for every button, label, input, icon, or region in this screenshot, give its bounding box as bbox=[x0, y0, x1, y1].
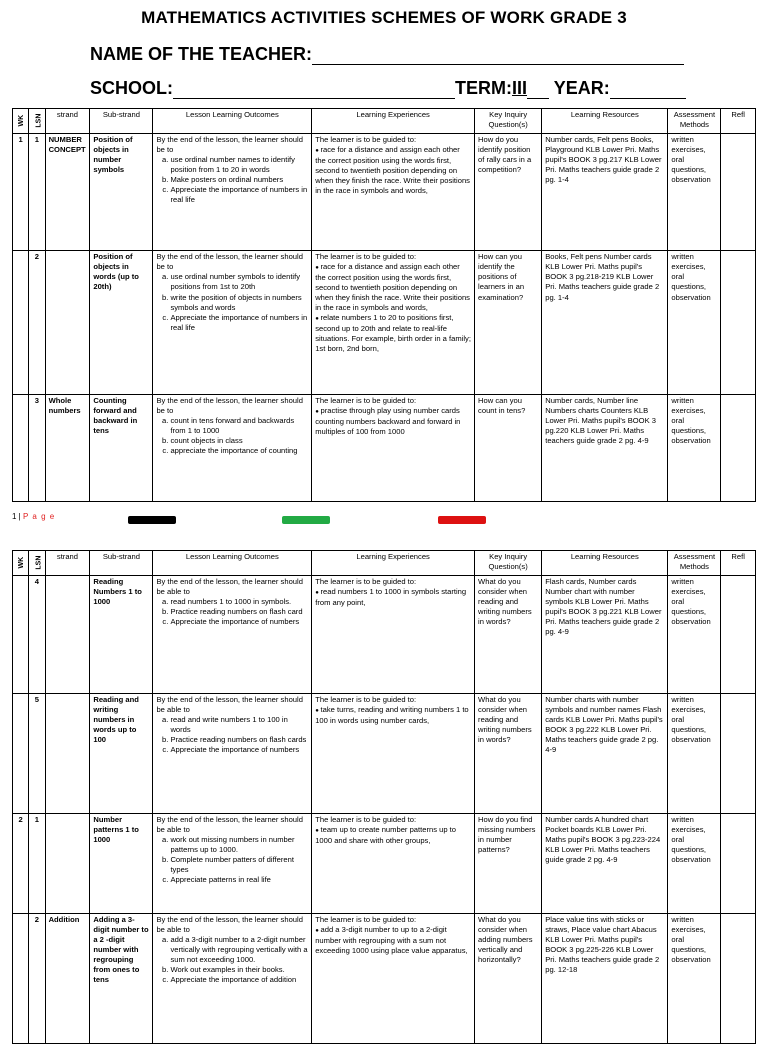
footer-number: 1 | bbox=[12, 512, 21, 521]
reflection-cell bbox=[721, 134, 756, 251]
column-header bbox=[668, 109, 721, 134]
outcome-item: b. write the position of objects in numbers symbols and words bbox=[170, 293, 308, 313]
outcomes-intro: By the end of the lesson, the learner should be to bbox=[156, 135, 303, 155]
week-cell bbox=[13, 694, 29, 814]
outcomes-list bbox=[156, 715, 308, 755]
inquiry-question-cell: How can you count in tens? bbox=[475, 394, 542, 501]
experiences-cell bbox=[312, 914, 475, 1044]
week-cell bbox=[13, 251, 29, 394]
substrand-cell: Reading Numbers 1 to 1000 bbox=[90, 576, 153, 694]
outcomes-intro: By the end of the lesson, the learner should be able to bbox=[156, 577, 303, 597]
outcome-item: a. work out missing numbers in number patterns up to 1000. bbox=[170, 835, 308, 855]
outcome-item: a. add a 3-digit number to a 2-digit number vertically with regrouping vertically with a sum not exceeding 1000. bbox=[170, 935, 308, 965]
inquiry-question-cell: How do you find missing numbers in number patterns? bbox=[475, 814, 542, 914]
column-header bbox=[721, 109, 756, 134]
strand-cell: Whole numbers bbox=[45, 394, 90, 501]
column-header bbox=[475, 551, 542, 576]
lesson-cell: 1 bbox=[29, 814, 45, 914]
table-row bbox=[13, 251, 756, 394]
page-footer bbox=[12, 512, 55, 521]
term-value: III bbox=[512, 78, 528, 98]
outcome-item: a. read and write numbers 1 to 100 in words bbox=[170, 715, 308, 735]
school-label: SCHOOL: bbox=[90, 78, 173, 98]
column-header-text: Assessment Methods bbox=[673, 552, 716, 572]
column-header-text: Learning Resources bbox=[570, 552, 639, 561]
outcomes-cell bbox=[153, 394, 312, 501]
column-header-text: Learning Experiences bbox=[356, 110, 430, 119]
column-header bbox=[153, 551, 312, 576]
resources-cell: Number charts with number symbols and number names Flash cards KLB Lower Pri. Maths pupil's BOOK 3 pg.222 KLB Lower Pri. Maths teachers guide grade 2 pg. 4-9 bbox=[542, 694, 668, 814]
column-header bbox=[312, 551, 475, 576]
lesson-cell: 2 bbox=[29, 914, 45, 1044]
week-cell bbox=[13, 914, 29, 1044]
column-header bbox=[475, 109, 542, 134]
column-header-text: WK bbox=[18, 114, 26, 127]
experiences-list bbox=[315, 406, 471, 437]
column-header bbox=[542, 551, 668, 576]
page-title: MATHEMATICS ACTIVITIES SCHEMES OF WORK GRADE 3 bbox=[141, 8, 627, 27]
column-header-text: Key Inquiry Question(s) bbox=[488, 552, 528, 572]
column-header-text: LSN bbox=[35, 113, 43, 128]
outcomes-intro: By the end of the lesson, the learner should be able to bbox=[156, 915, 303, 935]
lesson-cell: 3 bbox=[29, 394, 45, 501]
outcome-item: c. Appreciate the importance of numbers in real life bbox=[170, 313, 308, 333]
outcome-item: b. Practice reading numbers on flash card bbox=[170, 607, 308, 617]
outcomes-cell bbox=[153, 814, 312, 914]
strand-cell bbox=[45, 576, 90, 694]
assessment-cell: written exercises, oral questions, observation bbox=[668, 251, 721, 394]
outcomes-cell bbox=[153, 134, 312, 251]
year-blank bbox=[610, 82, 686, 99]
column-header-text: Lesson Learning Outcomes bbox=[185, 110, 279, 119]
column-header-text: Refl bbox=[731, 552, 745, 561]
experiences-cell bbox=[312, 814, 475, 914]
substrand-cell: Position of objects in number symbols bbox=[90, 134, 153, 251]
lesson-cell: 1 bbox=[29, 134, 45, 251]
outcomes-intro: By the end of the lesson, the learner should be able to bbox=[156, 815, 303, 835]
experience-item: ● team up to create number patterns up to 1000 and share with other groups, bbox=[315, 825, 471, 846]
column-header-text: Sub-strand bbox=[102, 552, 140, 561]
strand-cell bbox=[45, 694, 90, 814]
reflection-cell bbox=[721, 914, 756, 1044]
week-cell bbox=[13, 394, 29, 501]
teacher-label: NAME OF THE TEACHER: bbox=[90, 44, 312, 64]
column-header bbox=[45, 551, 90, 576]
substrand-cell: Reading and writing numbers in words up to 100 bbox=[90, 694, 153, 814]
experiences-intro: The learner is to be guided to: bbox=[315, 695, 417, 704]
column-header-text: LSN bbox=[35, 555, 43, 570]
experience-item: ● take turns, reading and writing numbers 1 to 100 in words using number cards, bbox=[315, 705, 471, 726]
strand-cell: NUMBER CONCEPT bbox=[45, 134, 90, 251]
outcome-item: c. Appreciate the importance of numbers bbox=[170, 617, 308, 627]
substrand-cell: Number patterns 1 to 1000 bbox=[90, 814, 153, 914]
red-bar bbox=[438, 516, 486, 524]
table-row bbox=[13, 576, 756, 694]
lesson-cell: 5 bbox=[29, 694, 45, 814]
footer-page: P a g e bbox=[22, 512, 56, 521]
outcomes-cell bbox=[153, 694, 312, 814]
column-header-text: Learning Experiences bbox=[356, 552, 430, 561]
scheme-table-1 bbox=[12, 108, 756, 502]
table-row bbox=[13, 694, 756, 814]
outcome-item: b. Make posters on ordinal numbers bbox=[170, 175, 308, 185]
experiences-list bbox=[315, 587, 471, 608]
experiences-cell bbox=[312, 694, 475, 814]
outcome-item: b. count objects in class bbox=[170, 436, 308, 446]
substrand-cell: Position of objects in words (up to 20th) bbox=[90, 251, 153, 394]
experiences-intro: The learner is to be guided to: bbox=[315, 135, 417, 145]
column-header bbox=[45, 109, 90, 134]
experiences-intro: The learner is to be guided to: bbox=[315, 252, 417, 262]
reflection-cell bbox=[721, 694, 756, 814]
table-row bbox=[13, 814, 756, 914]
outcome-item: a. use ordinal number names to identify position from 1 to 20 in words bbox=[170, 155, 308, 175]
experiences-intro: The learner is to be guided to: bbox=[315, 915, 417, 924]
assessment-cell: written exercises, oral questions, observation bbox=[668, 914, 721, 1044]
column-header bbox=[90, 551, 153, 576]
outcomes-list bbox=[156, 155, 308, 205]
experiences-list bbox=[315, 705, 471, 726]
inquiry-question-cell: What do you consider when adding numbers vertically and horizontally? bbox=[475, 914, 542, 1044]
outcome-item: c. Appreciate the importance of numbers in real life bbox=[170, 185, 308, 205]
column-header-text: Sub-strand bbox=[102, 110, 140, 119]
column-header bbox=[153, 109, 312, 134]
column-header-text: WK bbox=[18, 556, 26, 569]
experiences-list bbox=[315, 925, 471, 956]
green-bar bbox=[282, 516, 330, 524]
column-header-text: Key Inquiry Question(s) bbox=[488, 110, 528, 130]
column-header bbox=[13, 109, 29, 134]
column-header-text: strand bbox=[56, 552, 78, 561]
resources-cell: Flash cards, Number cards Number chart with number symbols KLB Lower Pri. Maths pupil's BOOK 3 pg.221 KLB Lower Pri. Maths teachers guide grade 2 pg. 4-9 bbox=[542, 576, 668, 694]
strand-cell bbox=[45, 814, 90, 914]
inquiry-question-cell: How can you identify the positions of learners in an examination? bbox=[475, 251, 542, 394]
experiences-list bbox=[315, 262, 471, 354]
outcome-item: c. Appreciate the importance of numbers bbox=[170, 745, 308, 755]
experiences-list bbox=[315, 145, 471, 196]
column-header bbox=[29, 109, 45, 134]
outcomes-intro: By the end of the lesson, the learner should be to bbox=[156, 395, 303, 415]
column-header bbox=[13, 551, 29, 576]
substrand-cell: Counting forward and backward in tens bbox=[90, 394, 153, 501]
experience-item: ● relate numbers 1 to 20 to positions first, second up to 20th and relate to real-life situations. For example, birth order in a family; 1st born, 2nd born, bbox=[315, 313, 471, 354]
outcomes-intro: By the end of the lesson, the learner should be to bbox=[156, 252, 303, 272]
outcomes-cell bbox=[153, 576, 312, 694]
column-header bbox=[90, 109, 153, 134]
school-line bbox=[90, 78, 768, 99]
reflection-cell bbox=[721, 251, 756, 394]
lesson-cell: 4 bbox=[29, 576, 45, 694]
outcome-item: a. use ordinal number symbols to identify positions from 1st to 20th bbox=[170, 272, 308, 292]
experiences-cell bbox=[312, 394, 475, 501]
assessment-cell: written exercises, oral questions, observation bbox=[668, 134, 721, 251]
outcomes-list bbox=[156, 597, 308, 627]
school-blank bbox=[173, 82, 455, 99]
outcomes-list bbox=[156, 835, 308, 885]
column-header bbox=[542, 109, 668, 134]
outcome-item: c. Appreciate the importance of addition bbox=[170, 975, 308, 985]
outcomes-list bbox=[156, 416, 308, 456]
column-header bbox=[312, 109, 475, 134]
lesson-cell: 2 bbox=[29, 251, 45, 394]
outcome-item: b. Practice reading numbers on flash cards bbox=[170, 735, 308, 745]
experiences-cell bbox=[312, 251, 475, 394]
outcomes-list bbox=[156, 935, 308, 985]
strand-cell bbox=[45, 251, 90, 394]
black-bar bbox=[128, 516, 176, 524]
header-row bbox=[13, 551, 756, 576]
table-row bbox=[13, 914, 756, 1044]
outcomes-cell bbox=[153, 251, 312, 394]
outcome-item: c. appreciate the importance of counting bbox=[170, 446, 308, 456]
column-header bbox=[668, 551, 721, 576]
year-label: YEAR: bbox=[553, 78, 610, 98]
outcomes-cell bbox=[153, 914, 312, 1044]
column-header-text: Refl bbox=[731, 110, 745, 119]
experiences-cell bbox=[312, 134, 475, 251]
experiences-cell bbox=[312, 576, 475, 694]
outcome-item: a. read numbers 1 to 1000 in symbols. bbox=[170, 597, 308, 607]
teacher-blank bbox=[312, 48, 684, 65]
column-header-text: Lesson Learning Outcomes bbox=[185, 552, 279, 561]
reflection-cell bbox=[721, 814, 756, 914]
reflection-cell bbox=[721, 576, 756, 694]
week-cell bbox=[13, 576, 29, 694]
inquiry-question-cell: How do you identify position of rally cars in a competition? bbox=[475, 134, 542, 251]
experience-item: ● add a 3-digit number to up to a 2-digit number with regrouping with a sum not exceeding 1000 using place value apparatus, bbox=[315, 925, 471, 956]
column-header-text: Assessment Methods bbox=[673, 110, 716, 130]
experiences-intro: The learner is to be guided to: bbox=[315, 395, 417, 405]
assessment-cell: written exercises, oral questions, observation bbox=[668, 576, 721, 694]
outcome-item: b. Complete number patters of different types bbox=[170, 855, 308, 875]
outcome-item: a. count in tens forward and backwards from 1 to 1000 bbox=[170, 416, 308, 436]
experience-item: ● race for a distance and assign each other the correct position using the words first, second to twentieth position depending on when they finish the race. Write their positions in the race in symbols and words, bbox=[315, 262, 471, 313]
column-header bbox=[721, 551, 756, 576]
outcome-item: b. Work out examples in their books. bbox=[170, 965, 308, 975]
column-header-text: Learning Resources bbox=[570, 110, 639, 119]
table-row bbox=[13, 134, 756, 251]
inquiry-question-cell: What do you consider when reading and writing numbers in words? bbox=[475, 576, 542, 694]
resources-cell: Number cards, Felt pens Books, Playground KLB Lower Pri. Maths pupil's BOOK 3 pg.217 KLB Lower Pri. Maths teachers guide grade 2 pg. 1-4 bbox=[542, 134, 668, 251]
experience-item: ● practise through play using number cards counting numbers backward and forward in multiples of 100 from 1000 bbox=[315, 406, 471, 437]
scheme-table-2 bbox=[12, 550, 756, 1044]
experience-item: ● read numbers 1 to 1000 in symbols starting from any point, bbox=[315, 587, 471, 608]
reflection-cell bbox=[721, 394, 756, 501]
column-header-text: strand bbox=[56, 110, 78, 119]
week-cell: 2 bbox=[13, 814, 29, 914]
assessment-cell: written exercises, oral questions, observation bbox=[668, 694, 721, 814]
outcome-item: c. Appreciate patterns in real life bbox=[170, 875, 308, 885]
header-row bbox=[13, 109, 756, 134]
strand-cell: Addition bbox=[45, 914, 90, 1044]
substrand-cell: Adding a 3-digit number to a 2 -digit number with regrouping from ones to tens bbox=[90, 914, 153, 1044]
resources-cell: Place value tins with sticks or straws, Place value chart Abacus KLB Lower Pri. Maths pupil's BOOK 3 pg.225-226 KLB Lower Pri. Maths teachers guide grade 2 pg. 12-18 bbox=[542, 914, 668, 1044]
assessment-cell: written exercises, oral questions, observation bbox=[668, 814, 721, 914]
term-label: TERM: bbox=[455, 78, 512, 98]
experience-item: ● race for a distance and assign each other the correct position using the words first, second to twentieth position depending on when they finish the race. Write their positions in the race in symbols and words, bbox=[315, 145, 471, 196]
inquiry-question-cell: What do you consider when reading and writing numbers in words? bbox=[475, 694, 542, 814]
outcomes-intro: By the end of the lesson, the learner should be able to bbox=[156, 695, 303, 715]
experiences-intro: The learner is to be guided to: bbox=[315, 815, 417, 824]
experiences-list bbox=[315, 825, 471, 846]
outcomes-list bbox=[156, 272, 308, 332]
table-row bbox=[13, 394, 756, 501]
experiences-intro: The learner is to be guided to: bbox=[315, 577, 417, 586]
teacher-line bbox=[90, 44, 768, 65]
resources-cell: Number cards A hundred chart Pocket boards KLB Lower Pri. Maths pupil's BOOK 3 pg.223-224 KLB Lower Pri. Maths teachers guide grade 2 pg. 4-9 bbox=[542, 814, 668, 914]
term-blank bbox=[527, 82, 549, 99]
column-header bbox=[29, 551, 45, 576]
assessment-cell: written exercises, oral questions, observation bbox=[668, 394, 721, 501]
week-cell: 1 bbox=[13, 134, 29, 251]
resources-cell: Number cards, Number line Numbers charts Counters KLB Lower Pri. Maths pupil's BOOK 3 pg.220 KLB Lower Pri. Maths teachers guide grade 2 pg. 4-9 bbox=[542, 394, 668, 501]
resources-cell: Books, Felt pens Number cards KLB Lower Pri. Maths pupil's BOOK 3 pg.218-219 KLB Lower Pri. Maths teachers guide grade 2 pg. 1-4 bbox=[542, 251, 668, 394]
